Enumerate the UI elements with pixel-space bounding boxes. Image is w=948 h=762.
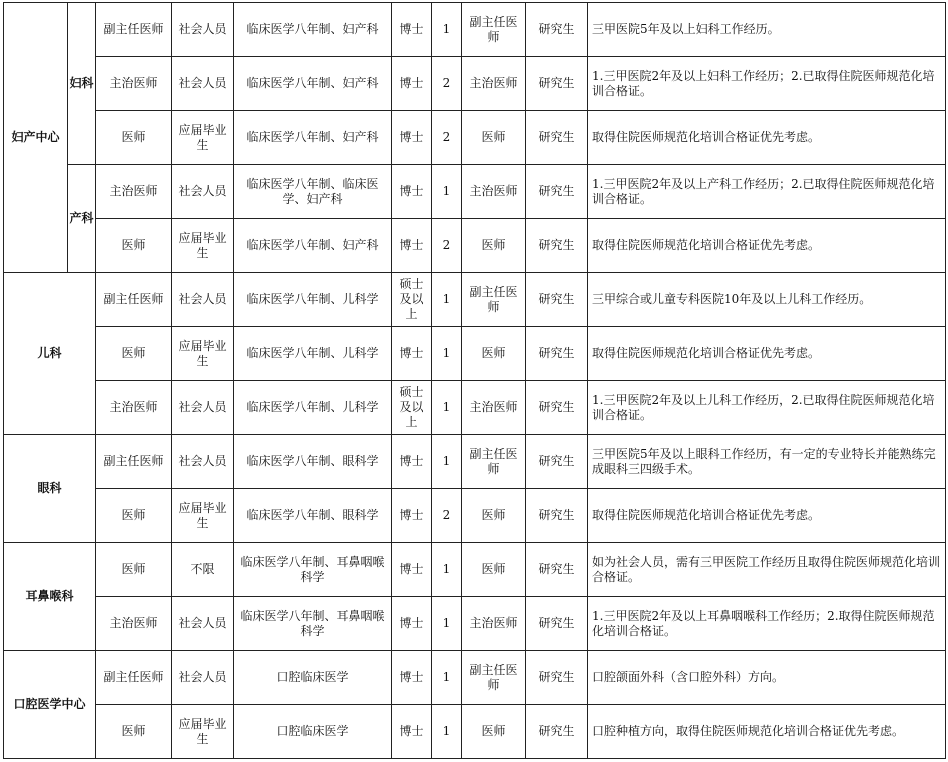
- education-cell: 研究生: [526, 327, 588, 381]
- degree-cell: 博士: [392, 597, 432, 651]
- applicant-type-cell: 社会人员: [172, 381, 234, 435]
- table-row: [4, 3, 946, 57]
- requirement-cell: 三甲医院5年及以上妇科工作经历。: [588, 3, 946, 57]
- applicant-type-cell: 社会人员: [172, 165, 234, 219]
- education-cell: 研究生: [526, 3, 588, 57]
- position-title-cell: 副主任医师: [96, 273, 172, 327]
- education-cell: 研究生: [526, 651, 588, 705]
- degree-cell: 博士: [392, 705, 432, 759]
- headcount-cell: 1: [432, 543, 462, 597]
- post-title-cell: 主治医师: [462, 165, 526, 219]
- requirement-cell: 口腔种植方向，取得住院医师规范化培训合格证优先考虑。: [588, 705, 946, 759]
- education-cell: 研究生: [526, 165, 588, 219]
- education-cell: 研究生: [526, 489, 588, 543]
- applicant-type-cell: 社会人员: [172, 651, 234, 705]
- degree-cell: 博士: [392, 327, 432, 381]
- degree-cell: 博士: [392, 57, 432, 111]
- headcount-cell: 2: [432, 219, 462, 273]
- sub-department-cell: 妇科: [68, 3, 96, 165]
- requirement-cell: 取得住院医师规范化培训合格证优先考虑。: [588, 327, 946, 381]
- table-row: [4, 543, 946, 597]
- major-cell: 临床医学八年制、儿科学: [234, 327, 392, 381]
- degree-cell: 博士: [392, 435, 432, 489]
- degree-cell: 博士: [392, 3, 432, 57]
- degree-cell: 博士: [392, 543, 432, 597]
- post-title-cell: 主治医师: [462, 597, 526, 651]
- position-title-cell: 副主任医师: [96, 435, 172, 489]
- headcount-cell: 2: [432, 489, 462, 543]
- requirement-cell: 1.三甲医院2年及以上儿科工作经历，2.已取得住院医师规范化培训合格证。: [588, 381, 946, 435]
- table-row: [4, 705, 946, 759]
- requirement-cell: 1.三甲医院2年及以上妇科工作经历；2.已取得住院医师规范化培训合格证。: [588, 57, 946, 111]
- headcount-cell: 1: [432, 705, 462, 759]
- degree-cell: 博士: [392, 111, 432, 165]
- education-cell: 研究生: [526, 57, 588, 111]
- post-title-cell: 医师: [462, 327, 526, 381]
- headcount-cell: 1: [432, 597, 462, 651]
- headcount-cell: 1: [432, 3, 462, 57]
- education-cell: 研究生: [526, 597, 588, 651]
- position-title-cell: 医师: [96, 489, 172, 543]
- degree-cell: 博士: [392, 165, 432, 219]
- position-title-cell: 主治医师: [96, 165, 172, 219]
- table-body: [4, 3, 946, 759]
- education-cell: 研究生: [526, 381, 588, 435]
- department-cell: 耳鼻喉科: [4, 543, 96, 651]
- headcount-cell: 1: [432, 435, 462, 489]
- applicant-type-cell: 不限: [172, 543, 234, 597]
- position-title-cell: 医师: [96, 111, 172, 165]
- position-title-cell: 医师: [96, 543, 172, 597]
- position-title-cell: 主治医师: [96, 381, 172, 435]
- requirement-cell: 1.三甲医院2年及以上耳鼻咽喉科工作经历；2.取得住院医师规范化培训合格证。: [588, 597, 946, 651]
- post-title-cell: 医师: [462, 111, 526, 165]
- department-cell: 口腔医学中心: [4, 651, 96, 759]
- headcount-cell: 2: [432, 111, 462, 165]
- requirement-cell: 取得住院医师规范化培训合格证优先考虑。: [588, 489, 946, 543]
- applicant-type-cell: 应届毕业生: [172, 327, 234, 381]
- major-cell: 临床医学八年制、耳鼻咽喉科学: [234, 597, 392, 651]
- requirement-cell: 三甲医院5年及以上眼科工作经历，有一定的专业特长并能熟练完成眼科三四级手术。: [588, 435, 946, 489]
- post-title-cell: 医师: [462, 543, 526, 597]
- major-cell: 临床医学八年制、妇产科: [234, 219, 392, 273]
- degree-cell: 博士: [392, 489, 432, 543]
- education-cell: 研究生: [526, 111, 588, 165]
- education-cell: 研究生: [526, 219, 588, 273]
- major-cell: 口腔临床医学: [234, 705, 392, 759]
- position-title-cell: 医师: [96, 705, 172, 759]
- applicant-type-cell: 应届毕业生: [172, 111, 234, 165]
- position-title-cell: 副主任医师: [96, 3, 172, 57]
- degree-cell: 博士: [392, 651, 432, 705]
- education-cell: 研究生: [526, 705, 588, 759]
- table-row: [4, 489, 946, 543]
- major-cell: 临床医学八年制、妇产科: [234, 3, 392, 57]
- post-title-cell: 副主任医师: [462, 3, 526, 57]
- applicant-type-cell: 社会人员: [172, 3, 234, 57]
- education-cell: 研究生: [526, 543, 588, 597]
- table-row: [4, 219, 946, 273]
- table-row: [4, 381, 946, 435]
- applicant-type-cell: 社会人员: [172, 57, 234, 111]
- requirement-cell: 取得住院医师规范化培训合格证优先考虑。: [588, 219, 946, 273]
- table-row: [4, 57, 946, 111]
- major-cell: 临床医学八年制、眼科学: [234, 435, 392, 489]
- post-title-cell: 医师: [462, 705, 526, 759]
- department-cell: 儿科: [4, 273, 96, 435]
- position-title-cell: 医师: [96, 219, 172, 273]
- education-cell: 研究生: [526, 435, 588, 489]
- position-title-cell: 主治医师: [96, 57, 172, 111]
- post-title-cell: 主治医师: [462, 381, 526, 435]
- requirement-cell: 口腔颌面外科（含口腔外科）方向。: [588, 651, 946, 705]
- position-title-cell: 医师: [96, 327, 172, 381]
- post-title-cell: 主治医师: [462, 57, 526, 111]
- major-cell: 口腔临床医学: [234, 651, 392, 705]
- major-cell: 临床医学八年制、临床医学、妇产科: [234, 165, 392, 219]
- major-cell: 临床医学八年制、儿科学: [234, 381, 392, 435]
- table-row: [4, 435, 946, 489]
- post-title-cell: 副主任医师: [462, 273, 526, 327]
- post-title-cell: 医师: [462, 489, 526, 543]
- headcount-cell: 1: [432, 327, 462, 381]
- headcount-cell: 1: [432, 165, 462, 219]
- department-cell: 眼科: [4, 435, 96, 543]
- recruitment-table: [3, 2, 946, 759]
- position-title-cell: 副主任医师: [96, 651, 172, 705]
- major-cell: 临床医学八年制、妇产科: [234, 57, 392, 111]
- degree-cell: 硕士及以上: [392, 381, 432, 435]
- sub-department-cell: 产科: [68, 165, 96, 273]
- table-row: [4, 651, 946, 705]
- applicant-type-cell: 应届毕业生: [172, 705, 234, 759]
- degree-cell: 硕士及以上: [392, 273, 432, 327]
- major-cell: 临床医学八年制、耳鼻咽喉科学: [234, 543, 392, 597]
- applicant-type-cell: 社会人员: [172, 597, 234, 651]
- requirement-cell: 取得住院医师规范化培训合格证优先考虑。: [588, 111, 946, 165]
- degree-cell: 博士: [392, 219, 432, 273]
- major-cell: 临床医学八年制、妇产科: [234, 111, 392, 165]
- table-row: [4, 327, 946, 381]
- table-row: [4, 111, 946, 165]
- headcount-cell: 1: [432, 651, 462, 705]
- applicant-type-cell: 社会人员: [172, 273, 234, 327]
- table-row: [4, 597, 946, 651]
- applicant-type-cell: 社会人员: [172, 435, 234, 489]
- education-cell: 研究生: [526, 273, 588, 327]
- major-cell: 临床医学八年制、眼科学: [234, 489, 392, 543]
- requirement-cell: 1.三甲医院2年及以上产科工作经历；2.已取得住院医师规范化培训合格证。: [588, 165, 946, 219]
- position-title-cell: 主治医师: [96, 597, 172, 651]
- headcount-cell: 2: [432, 57, 462, 111]
- applicant-type-cell: 应届毕业生: [172, 489, 234, 543]
- table-row: [4, 165, 946, 219]
- post-title-cell: 医师: [462, 219, 526, 273]
- headcount-cell: 1: [432, 273, 462, 327]
- requirement-cell: 三甲综合或儿童专科医院10年及以上儿科工作经历。: [588, 273, 946, 327]
- headcount-cell: 1: [432, 381, 462, 435]
- department-cell: 妇产中心: [4, 3, 68, 273]
- major-cell: 临床医学八年制、儿科学: [234, 273, 392, 327]
- applicant-type-cell: 应届毕业生: [172, 219, 234, 273]
- table-row: [4, 273, 946, 327]
- post-title-cell: 副主任医师: [462, 651, 526, 705]
- requirement-cell: 如为社会人员，需有三甲医院工作经历且取得住院医师规范化培训合格证。: [588, 543, 946, 597]
- post-title-cell: 副主任医师: [462, 435, 526, 489]
